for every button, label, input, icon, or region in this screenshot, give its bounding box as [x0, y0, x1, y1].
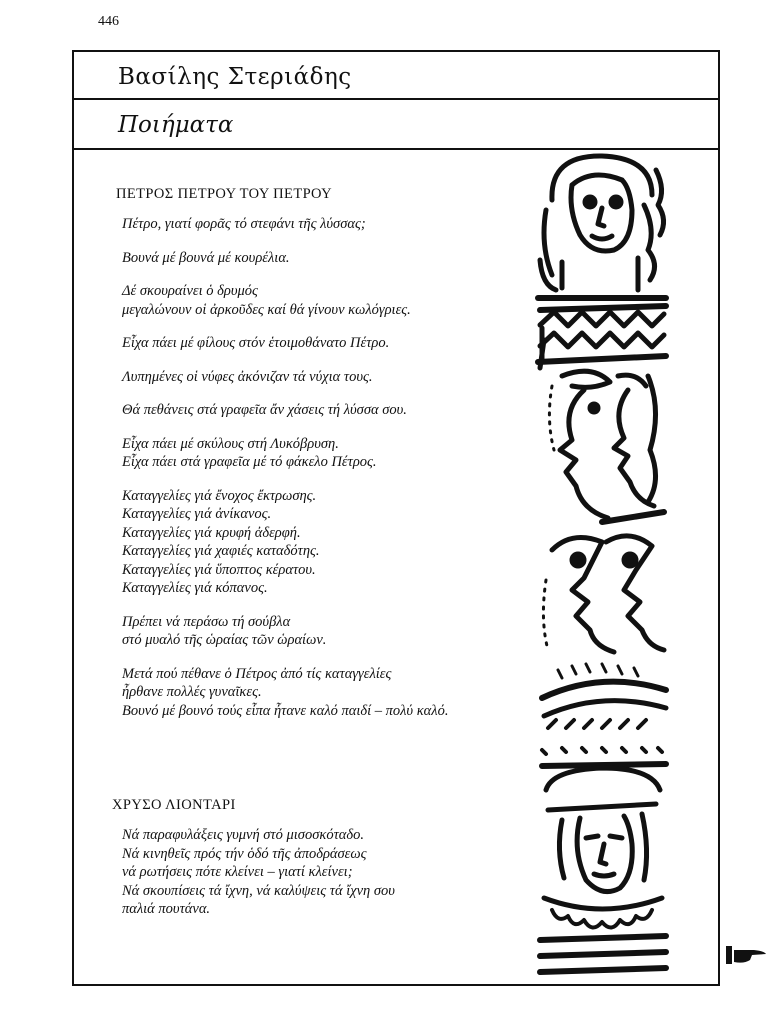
verse-line: Νά σκουπίσεις τά ἴχνη, νά καλύψεις τά ἴχνη σου — [122, 882, 395, 899]
poem-title: ΠΕΤΡΟΣ ΠΕΤΡΟΥ ΤΟΥ ΠΕΤΡΟΥ — [116, 186, 333, 202]
stanza — [122, 282, 536, 319]
verse-line: Νά κινηθεῖς πρός τήν ὁδό τῆς ἀποδράσεως — [122, 845, 367, 862]
verse-line: Εἶχα πάει μέ σκύλους στή Λυκόβρυση. — [122, 435, 339, 452]
stanza — [122, 215, 536, 234]
crown-band-illustration — [538, 306, 666, 368]
poems-column — [112, 186, 536, 934]
stanza — [122, 368, 536, 387]
verse-line: Μετά πού πέθανε ὁ Πέτρος ἀπό τίς καταγγελίες — [122, 665, 392, 682]
stanza — [122, 487, 536, 598]
verse-line: Πρέπει νά περάσω τή σούβλα — [122, 613, 291, 630]
top-face-illustration — [540, 156, 664, 290]
verse-line: Εἶχα πάει στά γραφεῖα μέ τό φάκελο Πέτρος. — [122, 454, 377, 470]
stanza — [122, 334, 536, 353]
poem-2 — [112, 797, 536, 919]
verse-line: στό μυαλό τῆς ὡραίας τῶν ὡραίων. — [122, 632, 327, 648]
stanza — [122, 249, 536, 268]
verse-line: Καταγγελίες γιά ἔνοχος ἔκτρωσης. — [122, 487, 317, 504]
profile-faces-illustration — [549, 371, 655, 518]
bottom-face-illustration — [540, 768, 666, 972]
verse-line: Καταγγελίες γιά κόπανος. — [122, 580, 268, 596]
verse-line: Δέ σκουραίνει ὁ δρυμός — [122, 283, 258, 299]
stanza — [122, 826, 536, 919]
verse-line: Νά παραφυλάξεις γυμνή στό μισοσκόταδο. — [122, 827, 364, 843]
verse-line: ἦρθανε πολλές γυναῖκες. — [122, 684, 262, 700]
verse-line: Βουνά μέ βουνά μέ κουρέλια. — [122, 249, 290, 266]
verse-line: παλιά πουτάνα. — [122, 901, 211, 917]
verse-line: Λυπημένες οἱ νύφες ἀκόνιζαν τά νύχια τους. — [122, 368, 373, 385]
verse-line: νά ρωτήσεις πότε κλείνει – γιατί κλείνει; — [122, 864, 353, 880]
verse-line: Καταγγελίες γιά χαφιές καταδότης. — [122, 543, 320, 559]
verse-line: Καταγγελίες γιά ἀνίκανος. — [122, 506, 272, 522]
profile-faces-lower-illustration — [543, 536, 664, 678]
verse-line: Καταγγελίες γιά ὕποπτος κέρατου. — [122, 561, 316, 578]
author-name: Βασίλης Στεριάδης — [118, 64, 352, 90]
poem-title: ΧΡΥΣΟ ΛΙΟΝΤΑΡΙ — [112, 797, 236, 813]
verse-line: Θά πεθάνεις στά γραφεῖα ἄν χάσεις τή λύσσα σου. — [122, 402, 407, 418]
stanza — [122, 665, 536, 721]
poem-separator — [116, 735, 536, 797]
section-title: Ποιήματα — [118, 112, 234, 138]
verse-line: Εἶχα πάει μέ φίλους στόν ἑτοιμοθάνατο Πέτρο. — [122, 335, 390, 351]
verse-line: μεγαλώνουν οἱ ἀρκοῦδες καί θά γίνουν κωλόγριες. — [122, 301, 411, 318]
stanza — [122, 613, 536, 650]
stanza — [122, 401, 536, 420]
page-number: 446 — [98, 14, 119, 29]
verse-line: Καταγγελίες γιά κρυφή ἀδερφή. — [122, 524, 301, 541]
verse-line: Βουνό μέ βουνό τούς εἶπα ἦτανε καλό παιδί – πολύ καλό. — [122, 702, 449, 719]
verse-line: Πέτρο, γιατί φορᾶς τό στεφάνι τῆς λύσσας; — [122, 216, 366, 232]
section-header — [74, 100, 718, 150]
stanza — [122, 435, 536, 472]
totem-illustration — [532, 150, 672, 982]
necklace-band-illustration — [542, 682, 666, 766]
author-header — [74, 52, 718, 100]
poem-1 — [116, 186, 536, 720]
pointing-hand-icon — [724, 942, 768, 966]
